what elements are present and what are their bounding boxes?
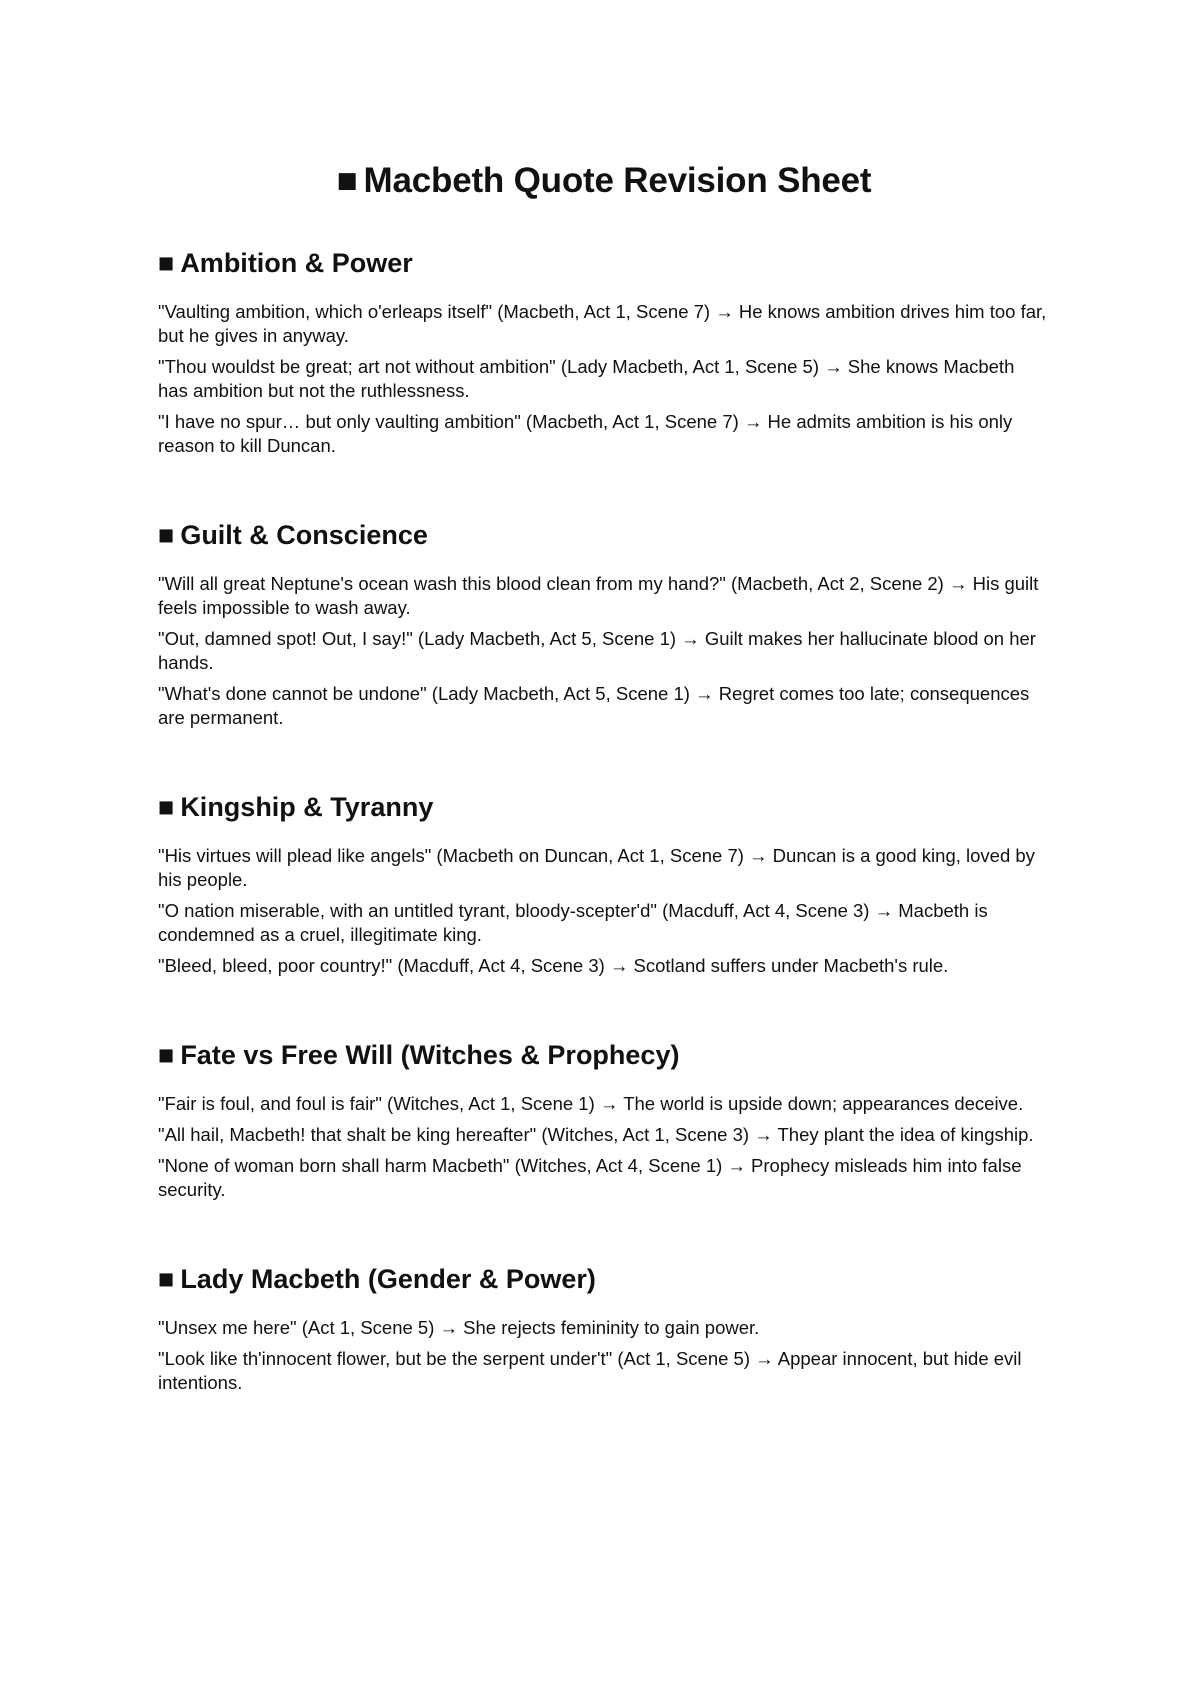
section-heading [158,1262,1050,1296]
section-heading-text: Lady Macbeth (Gender & Power) [180,1264,596,1294]
section-lady-macbeth [158,1262,1050,1395]
section-fate-free-will [158,1038,1050,1202]
section-heading-text: Ambition & Power [180,248,413,278]
section-heading-text: Fate vs Free Will (Witches & Prophecy) [180,1040,680,1070]
square-bullet-icon: ■ [158,792,175,822]
section-ambition-power [158,246,1050,458]
square-bullet-icon: ■ [158,1040,175,1070]
quote-item: "Look like th'innocent flower, but be the serpent under't" (Act 1, Scene 5) → Appear innocent, but hide evil intentions. [158,1348,1022,1393]
square-bullet-icon: ■ [158,248,175,278]
quote-item: "Will all great Neptune's ocean wash this blood clean from my hand?" (Macbeth, Act 2, Scene 2) → His guilt feels impossible to wash away. [158,573,1039,618]
quote-item: "I have no spur… but only vaulting ambition" (Macbeth, Act 1, Scene 7) → He admits ambition is his only reason to kill Duncan. [158,411,1013,456]
quote-item: "None of woman born shall harm Macbeth" (Witches, Act 4, Scene 1) → Prophecy misleads him into false security. [158,1155,1022,1200]
section-guilt-conscience [158,518,1050,730]
quote-item: "Out, damned spot! Out, I say!" (Lady Macbeth, Act 5, Scene 1) → Guilt makes her hallucinate blood on her hands. [158,628,1036,673]
section-kingship-tyranny [158,790,1050,978]
square-bullet-icon: ■ [158,520,175,550]
page-title-text: Macbeth Quote Revision Sheet [363,161,872,200]
quote-item: "His virtues will plead like angels" (Macbeth on Duncan, Act 1, Scene 7) → Duncan is a good king, loved by his people. [158,845,1035,890]
quote-item: "Thou wouldst be great; art not without ambition" (Lady Macbeth, Act 1, Scene 5) → She knows Macbeth has ambition but not the ruthlessness. [158,356,1015,401]
quote-item: "Vaulting ambition, which o'erleaps itself" (Macbeth, Act 1, Scene 7) → He knows ambition drives him too far, but he gives in anyway. [158,301,1047,346]
section-heading-text: Guilt & Conscience [180,520,428,550]
quote-item: "What's done cannot be undone" (Lady Macbeth, Act 5, Scene 1) → Regret comes too late; consequences are permanent. [158,683,1030,728]
page-title [158,160,1050,202]
square-bullet-icon: ■ [158,1264,175,1294]
quote-item: "Fair is foul, and foul is fair" (Witches, Act 1, Scene 1) → The world is upside down; appearances deceive. [158,1093,1024,1114]
quote-item: "Bleed, bleed, poor country!" (Macduff, Act 4, Scene 3) → Scotland suffers under Macbeth's rule. [158,955,949,976]
section-heading [158,790,1050,824]
section-heading [158,518,1050,552]
quote-item: "O nation miserable, with an untitled tyrant, bloody-scepter'd" (Macduff, Act 4, Scene 3) → Macbeth is condemned as a cruel, illegitimate king. [158,900,988,945]
quote-item: "Unsex me here" (Act 1, Scene 5) → She rejects femininity to gain power. [158,1317,760,1338]
quote-item: "All hail, Macbeth! that shalt be king hereafter" (Witches, Act 1, Scene 3) → They plant the idea of kingship. [158,1124,1034,1145]
section-heading-text: Kingship & Tyranny [180,792,434,822]
section-heading [158,246,1050,280]
section-heading [158,1038,1050,1072]
square-bullet-icon: ■ [336,161,358,200]
